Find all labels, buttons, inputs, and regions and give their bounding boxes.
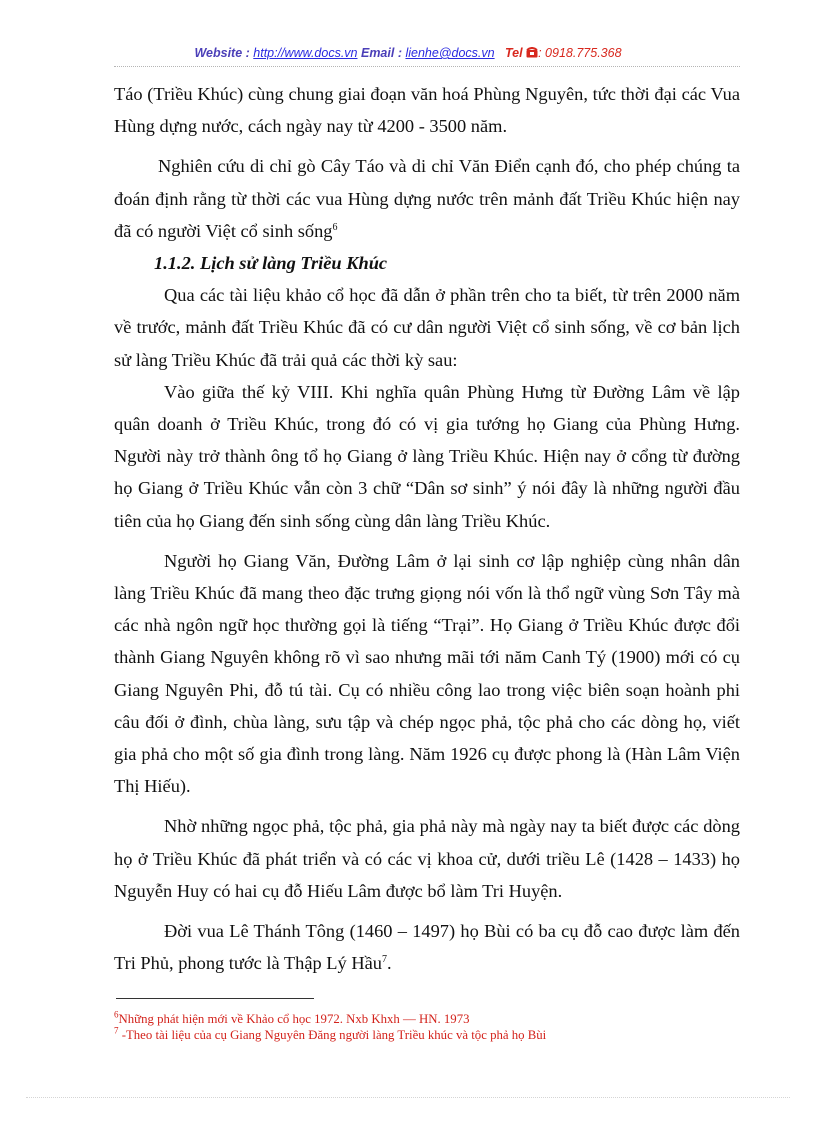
paragraph-text: Nghiên cứu di chỉ gò Cây Táo và di chỉ Văn Điển cạnh đó, cho phép chúng ta đoán định rằng từ thời các vua Hùng dựng nước trên mảnh đất Triều Khúc hiện nay đã có người Việt cổ sinh sống [114,156,740,241]
paragraph-continued: Táo (Triều Khúc) cùng chung giai đoạn văn hoá Phùng Nguyên, tức thời đại các Vua Hùng dựng nước, cách ngày nay từ 4200 - 3500 năm. [114,84,740,137]
paragraph [114,150,740,247]
tel-number: : 0918.775.368 [538,46,622,60]
email-label: Email [360,46,395,60]
website-label: Website [194,46,243,60]
footnote-7 [114,1027,754,1043]
paragraph: Qua các tài liệu khảo cổ học đã dẫn ở phần trên cho ta biết, từ trên 2000 năm về trước, mảnh đất Triều Khúc đã có cư dân người Việt cổ sinh sống, về cơ bản lịch sử làng Triều Khúc đã trải quả các thời kỳ sau: [114,285,740,370]
website-separator: : [242,46,254,60]
section-heading: 1.1.2. Lịch sử làng Triều Khúc [154,253,388,274]
page-bottom-divider [26,1097,790,1098]
footnote-mark: 6 [114,1009,119,1020]
paragraph-end: . [386,953,392,974]
footnote-ref[interactable]: 7 [381,954,387,966]
page-header [0,46,816,60]
paragraph: Người họ Giang Văn, Đường Lâm ở lại sinh cơ lập nghiệp cùng nhân dân làng Triều Khúc đã mang theo đặc trưng giọng nói vốn là thổ ngữ vùng Sơn Tây mà các nhà ngôn ngữ học thường gọi là tiếng “Trại”. Họ Giang ở Triều Khúc được đổi thành Giang Nguyên không rõ vì sao nhưng mãi tới năm Canh Tý (1900) mới có cụ Giang Nguyên Phi, đỗ tú tài. Cụ có nhiều công lao trong việc biên soạn hoành phi câu đối ở đình, chùa làng, sưu tập và chép ngọc phả, tộc phả cho các dòng họ, viết gia phả cho một số gia đình trong làng. Năm 1926 cụ được phong là (Hàn Lâm Viện Thị Hiếu). [114,550,740,797]
footnote-text: -Theo tài liệu của cụ Giang Nguyên Đăng người làng Triều khúc và tộc phả họ Bùi [118,1028,547,1042]
website-link[interactable]: http://www.docs.vn [253,46,358,60]
paragraph [114,915,740,979]
footnote-divider [116,998,314,999]
document-body [114,78,740,979]
phone-icon [526,47,538,58]
header-divider [114,66,740,67]
email-link[interactable]: lienhe@docs.vn [405,46,495,60]
footnote-text: Những phát hiện mới về Khảo cổ học 1972. Nxb Khxh — HN. 1973 [118,1012,470,1026]
tel-label: Tel [505,46,523,60]
footnote-ref[interactable]: 6 [332,221,338,233]
paragraph-text: Đời vua Lê Thánh Tông (1460 – 1497) họ Bùi có ba cụ đỗ cao được làm đến Tri Phủ, phong tước là Thập Lý Hầu [114,921,740,974]
footnote-6 [114,1011,754,1027]
paragraph: Vào giữa thế kỷ VIII. Khi nghĩa quân Phùng Hưng từ Đường Lâm về lập quân doanh ở Triều Khúc, trong đó có vị gia tướng họ Giang của Phùng Hưng. Người này trở thành ông tổ họ Giang ở làng Triều Khúc. Hiện nay ở cổng từ đường họ Giang ở Triều Khúc vẫn còn 3 chữ “Dân sơ sinh” ý nói đây là những người đầu tiên của họ Giang đến sinh sống cùng dân làng Triều Khúc. [114,381,740,531]
email-separator: : [394,46,406,60]
paragraph: Nhờ những ngọc phả, tộc phả, gia phả này mà ngày nay ta biết được các dòng họ ở Triều Khúc đã phát triển và có các vị khoa cử, dưới triều Lê (1428 – 1433) họ Nguyễn Huy có hai cụ đỗ Hiếu Lâm được bổ làm Tri Huyện. [114,816,740,901]
footnote-mark: 7 [114,1025,119,1036]
footnotes [114,1011,754,1043]
